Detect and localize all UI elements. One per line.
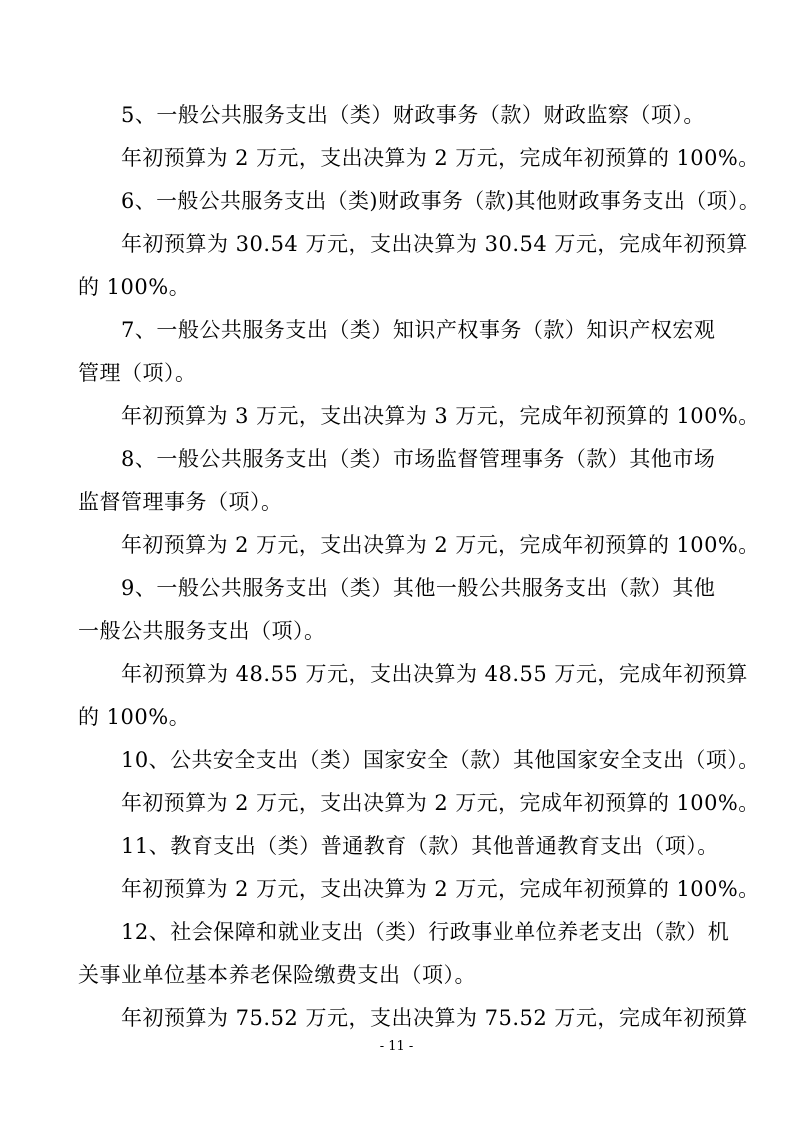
item-7-heading: 7、一般公共服务支出（类）知识产权事务（款）知识产权宏观 bbox=[121, 318, 716, 342]
item-10-heading: 10、公共安全支出（类）国家安全（款）其他国家安全支出（项）。 bbox=[121, 748, 760, 772]
item-12-budget-line: 年初预算为 75.52 万元，支出决算为 75.52 万元，完成年初预算 bbox=[121, 1006, 748, 1030]
item-11-budget-line: 年初预算为 2 万元，支出决算为 2 万元，完成年初预算的 100%。 bbox=[121, 877, 760, 901]
item-8-heading-continued: 监督管理事务（项）。 bbox=[78, 490, 283, 514]
page-number: - 11 - bbox=[379, 1039, 414, 1054]
item-6-heading: 6、一般公共服务支出（类)财政事务（款)其他财政事务支出（项）。 bbox=[121, 189, 761, 213]
item-6-budget-line: 年初预算为 30.54 万元，支出决算为 30.54 万元，完成年初预算 bbox=[121, 232, 748, 256]
item-6-budget-line-continued: 的 100%。 bbox=[78, 275, 191, 299]
item-5-budget-line: 年初预算为 2 万元，支出决算为 2 万元，完成年初预算的 100%。 bbox=[121, 146, 760, 170]
item-10-budget-line: 年初预算为 2 万元，支出决算为 2 万元，完成年初预算的 100%。 bbox=[121, 791, 760, 815]
item-11-heading: 11、教育支出（类）普通教育（款）其他普通教育支出（项）。 bbox=[121, 834, 719, 858]
item-5-heading: 5、一般公共服务支出（类）财政事务（款）财政监察（项）。 bbox=[121, 103, 705, 127]
item-8-budget-line: 年初预算为 2 万元，支出决算为 2 万元，完成年初预算的 100%。 bbox=[121, 533, 760, 557]
item-12-heading: 12、社会保障和就业支出（类）行政事业单位养老支出（款）机 bbox=[121, 920, 730, 944]
item-12-heading-continued: 关事业单位基本养老保险缴费支出（项）。 bbox=[78, 963, 476, 987]
item-9-budget-line: 年初预算为 48.55 万元，支出决算为 48.55 万元，完成年初预算 bbox=[121, 662, 748, 686]
item-9-budget-line-continued: 的 100%。 bbox=[78, 705, 191, 729]
item-7-budget-line: 年初预算为 3 万元，支出决算为 3 万元，完成年初预算的 100%。 bbox=[121, 404, 760, 428]
item-7-heading-continued: 管理（项）。 bbox=[78, 361, 197, 385]
item-9-heading-continued: 一般公共服务支出（项）。 bbox=[78, 619, 326, 643]
item-9-heading: 9、一般公共服务支出（类）其他一般公共服务支出（款）其他 bbox=[121, 576, 716, 600]
item-8-heading: 8、一般公共服务支出（类）市场监督管理事务（款）其他市场 bbox=[121, 447, 716, 471]
